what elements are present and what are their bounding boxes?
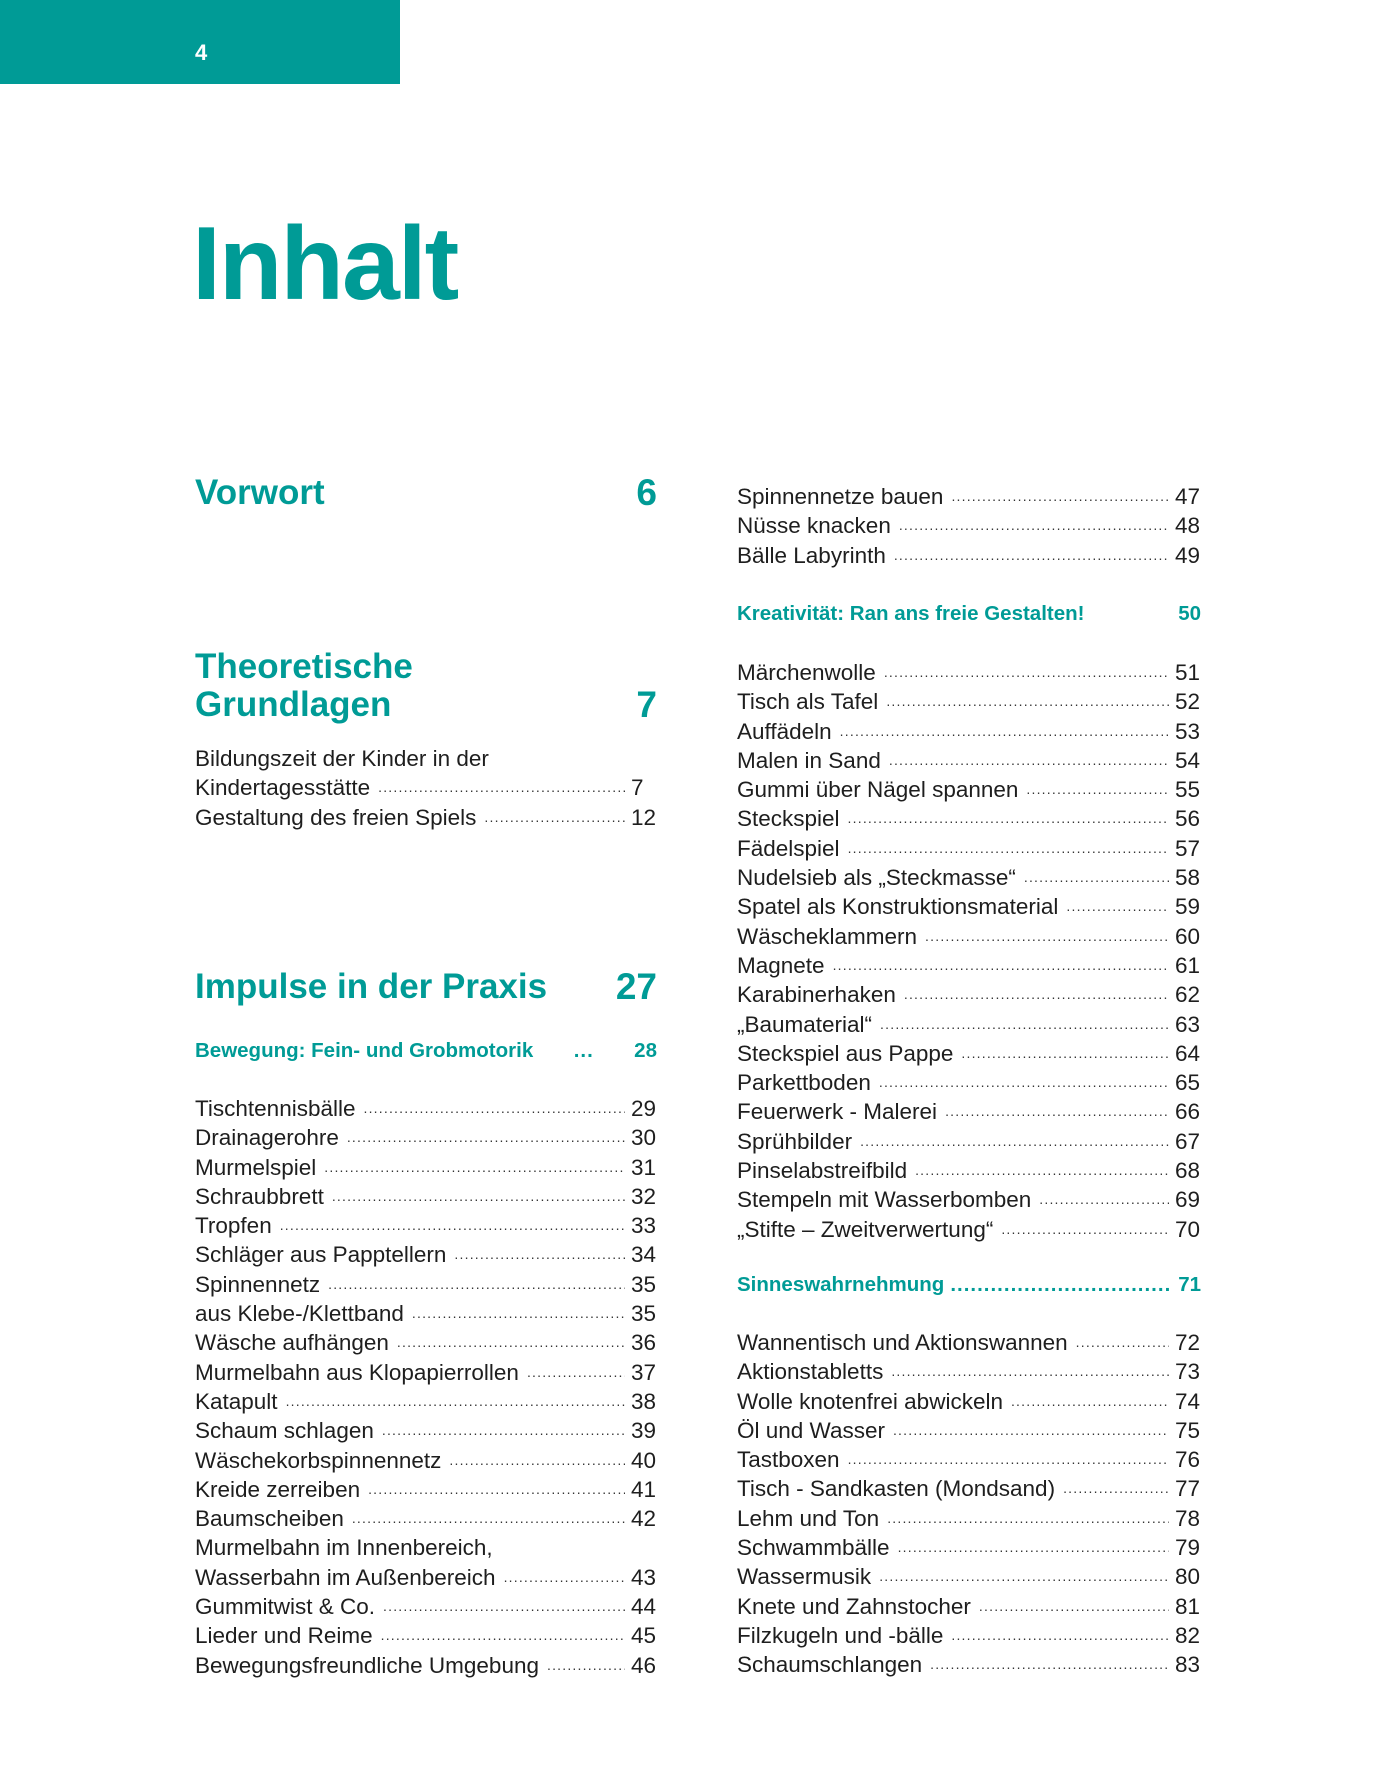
entry-title: Murmelspiel xyxy=(195,1154,317,1180)
entry-page: 74 xyxy=(1175,1388,1201,1414)
entry-page: 39 xyxy=(631,1418,657,1444)
heading-title: Vorwort xyxy=(195,473,325,512)
entry-page: 45 xyxy=(631,1623,657,1649)
entry-title: Öl und Wasser xyxy=(737,1417,885,1443)
entry-title: Aktionstabletts xyxy=(737,1359,884,1385)
entry-page: 67 xyxy=(1175,1128,1201,1154)
dot-leader xyxy=(1026,775,1169,804)
toc-entry[interactable] xyxy=(737,1039,1201,1068)
entry-page: 12 xyxy=(631,804,657,830)
heading-line-2: Grundlagen xyxy=(195,685,392,724)
entry-title: Spinnennetze bauen xyxy=(737,484,944,509)
dot-leader xyxy=(364,1094,626,1123)
heading-line-1: Theoretische xyxy=(195,647,413,686)
entry-title: Bälle Labyrinth xyxy=(737,542,886,568)
entry-title: Nudelsieb als „Steckmasse“ xyxy=(737,865,1016,891)
toc-entry[interactable] xyxy=(737,1215,1201,1244)
dot-leader xyxy=(574,1036,594,1065)
dot-leader xyxy=(352,1504,625,1533)
toc-entry[interactable] xyxy=(737,892,1201,921)
entry-title: Steckspiel aus Pappe xyxy=(737,1040,954,1066)
entry-title: Gestaltung des freien Spiels xyxy=(195,804,477,830)
entry-page: 77 xyxy=(1175,1476,1201,1502)
toc-entry[interactable] xyxy=(737,541,1201,570)
entry-page: 43 xyxy=(631,1564,657,1590)
toc-entry[interactable] xyxy=(195,1270,657,1299)
toc-entry[interactable] xyxy=(737,1068,1201,1097)
dot-leader xyxy=(884,658,1169,687)
entry-page: 73 xyxy=(1175,1359,1201,1385)
subheading-page: 28 xyxy=(634,1039,657,1062)
toc-entry[interactable] xyxy=(195,1475,657,1504)
toc-entry[interactable] xyxy=(195,1211,657,1240)
entry-title: Feuerwerk - Malerei xyxy=(737,1099,938,1125)
toc-entry[interactable] xyxy=(195,1592,657,1621)
entry-page: 34 xyxy=(631,1242,657,1268)
entry-title: Schraubbrett xyxy=(195,1183,324,1209)
entry-page: 75 xyxy=(1175,1417,1201,1443)
dot-leader xyxy=(893,1416,1169,1445)
entry-page: 78 xyxy=(1175,1505,1201,1531)
toc-entry[interactable] xyxy=(195,1387,657,1416)
entry-title: „Baumaterial“ xyxy=(737,1011,873,1037)
dot-leader xyxy=(527,1358,625,1387)
toc-entry[interactable] xyxy=(195,1123,657,1152)
heading-page: 7 xyxy=(636,684,657,725)
toc-heading-grundlagen[interactable] xyxy=(195,648,657,724)
dot-leader xyxy=(848,1445,1169,1474)
heading-page: 6 xyxy=(636,472,657,513)
dot-leader xyxy=(383,1592,625,1621)
toc-entry[interactable] xyxy=(737,482,1201,511)
entry-title: Schwammbälle xyxy=(737,1535,890,1561)
page-title: Inhalt xyxy=(192,206,458,322)
dot-leader xyxy=(860,1127,1169,1156)
entry-page: 48 xyxy=(1175,513,1201,539)
dot-leader xyxy=(898,1533,1169,1562)
toc-entry[interactable] xyxy=(737,717,1201,746)
entry-title: Gummitwist & Co. xyxy=(195,1594,376,1620)
dot-leader xyxy=(1001,1215,1169,1244)
entry-title: Karabinerhaken xyxy=(737,982,896,1008)
entry-title: Wäschekorbspinnennetz xyxy=(195,1447,442,1473)
entry-page: 7 xyxy=(631,775,644,801)
dot-leader xyxy=(504,1563,625,1592)
toc-entry[interactable] xyxy=(737,1562,1201,1591)
toc-entry[interactable] xyxy=(737,1650,1201,1679)
entry-title: Tisch - Sandkasten (Mondsand) xyxy=(737,1476,1056,1502)
dot-leader xyxy=(412,1299,625,1328)
entry-title: Tisch als Tafel xyxy=(737,689,879,715)
entry-page: 36 xyxy=(631,1330,657,1356)
entry-page: 59 xyxy=(1175,894,1201,920)
entry-title: „Stifte – Zweitverwertung“ xyxy=(737,1216,994,1242)
dot-leader xyxy=(381,1621,625,1650)
dot-leader xyxy=(332,1182,625,1211)
entry-page: 58 xyxy=(1175,865,1201,891)
dot-leader xyxy=(280,1211,625,1240)
toc-entry[interactable] xyxy=(737,1474,1201,1503)
toc-heading-vorwort[interactable] xyxy=(195,474,657,512)
heading-page: 27 xyxy=(615,966,657,1007)
entry-page: 47 xyxy=(1175,484,1201,509)
toc-entry[interactable] xyxy=(737,804,1201,833)
entry-page: 80 xyxy=(1175,1564,1201,1590)
dot-leader xyxy=(286,1387,625,1416)
dot-leader xyxy=(1039,1185,1169,1214)
entry-title: Bewegungsfreundliche Umgebung xyxy=(195,1652,539,1678)
dot-leader xyxy=(848,804,1169,833)
entry-page: 63 xyxy=(1175,1011,1201,1037)
entry-title: Pinselabstreifbild xyxy=(737,1158,908,1184)
subheading-title: Bewegung: Fein- und Grobmotorik xyxy=(195,1039,534,1062)
entry-page: 60 xyxy=(1175,923,1201,949)
toc-entry[interactable] xyxy=(737,951,1201,980)
entry-title: Kindertagesstätte xyxy=(195,775,371,801)
continued-list xyxy=(737,482,1201,570)
dot-leader xyxy=(484,803,625,832)
toc-entry[interactable] xyxy=(737,1127,1201,1156)
toc-entry[interactable] xyxy=(737,922,1201,951)
subheading-page: 71 xyxy=(1178,1273,1201,1296)
toc-entry[interactable] xyxy=(195,1153,657,1182)
dot-leader xyxy=(961,1039,1169,1068)
dot-leader xyxy=(887,1504,1169,1533)
dot-leader xyxy=(915,1156,1169,1185)
entry-page: 33 xyxy=(631,1213,657,1239)
toc-subheading-kreativitaet[interactable] xyxy=(737,599,1201,628)
entry-page: 79 xyxy=(1175,1535,1201,1561)
dot-leader xyxy=(328,1270,625,1299)
entry-title: Schläger aus Papptellern xyxy=(195,1242,447,1268)
entry-page: 46 xyxy=(631,1652,657,1678)
entry-page: 57 xyxy=(1175,835,1201,861)
dot-leader xyxy=(833,951,1169,980)
entry-page: 55 xyxy=(1175,777,1201,803)
entry-title: Schaum schlagen xyxy=(195,1418,374,1444)
entry-title: Knete und Zahnstocher xyxy=(737,1593,971,1619)
entry-title: Gummi über Nägel spannen xyxy=(737,777,1019,803)
toc-entry[interactable] xyxy=(737,687,1201,716)
entry-title: Drainagerohre xyxy=(195,1125,339,1151)
toc-entry[interactable] xyxy=(195,1504,657,1533)
toc-entry[interactable] xyxy=(737,1533,1201,1562)
toc-entry[interactable] xyxy=(737,1328,1201,1357)
kreativitaet-list xyxy=(737,658,1201,1244)
toc-entry[interactable] xyxy=(195,803,657,832)
entry-page: 29 xyxy=(631,1096,657,1121)
entry-page: 82 xyxy=(1175,1622,1201,1648)
toc-entry[interactable] xyxy=(737,1097,1201,1126)
entry-title: Tastboxen xyxy=(737,1447,840,1473)
entry-page: 41 xyxy=(631,1476,657,1502)
dot-leader xyxy=(449,1446,625,1475)
toc-subheading-sinne[interactable] xyxy=(737,1270,1201,1299)
toc-entry[interactable] xyxy=(737,1592,1201,1621)
entry-title: Baumscheiben xyxy=(195,1506,344,1532)
dot-leader xyxy=(904,980,1169,1009)
entry-title: Stempeln mit Wasserbomben xyxy=(737,1187,1032,1213)
toc-entry[interactable] xyxy=(195,1328,657,1357)
entry-title: Wassermusik xyxy=(737,1564,872,1590)
dot-leader xyxy=(454,1240,625,1269)
entry-title: Wäsche aufhängen xyxy=(195,1330,389,1356)
entry-title: Sprühbilder xyxy=(737,1128,853,1154)
entry-page: 31 xyxy=(631,1154,657,1180)
entry-title: Magnete xyxy=(737,952,825,978)
dot-leader xyxy=(899,511,1169,540)
dot-leader xyxy=(886,687,1169,716)
dot-leader xyxy=(324,1153,625,1182)
entry-title: Märchenwolle xyxy=(737,660,876,685)
toc-entry[interactable] xyxy=(195,1240,657,1269)
entry-title: Wannentisch und Aktionswannen xyxy=(737,1330,1068,1355)
toc-entry[interactable] xyxy=(195,1299,657,1328)
toc-heading-impulse[interactable] xyxy=(195,968,657,1006)
dot-leader xyxy=(951,482,1169,511)
toc-entry[interactable] xyxy=(195,1651,657,1680)
entry-title: Spinnennetz xyxy=(195,1271,321,1297)
entry-title: Spatel als Konstruktionsmaterial xyxy=(737,894,1059,920)
toc-entry[interactable] xyxy=(195,1621,657,1650)
entry-page: 65 xyxy=(1175,1070,1201,1096)
entry-title: Parkettboden xyxy=(737,1070,871,1096)
entry-page: 51 xyxy=(1175,660,1201,685)
entry-title: Katapult xyxy=(195,1388,278,1414)
entry-title: Malen in Sand xyxy=(737,747,881,773)
dot-leader xyxy=(378,773,625,802)
entry-page: 32 xyxy=(631,1183,657,1209)
toc-entry[interactable] xyxy=(737,834,1201,863)
entry-page: 62 xyxy=(1175,982,1201,1008)
dot-leader xyxy=(1063,1474,1169,1503)
entry-page: 76 xyxy=(1175,1447,1201,1473)
heading-title: Impulse in der Praxis xyxy=(195,967,548,1006)
dot-leader xyxy=(547,1651,625,1680)
toc-entry[interactable] xyxy=(737,980,1201,1009)
entry-page: 53 xyxy=(1175,718,1201,744)
entry-title: Schaumschlangen xyxy=(737,1652,923,1678)
toc-entry[interactable] xyxy=(737,863,1201,892)
dot-leader xyxy=(979,1592,1169,1621)
entry-page: 30 xyxy=(631,1125,657,1151)
bewegung-list xyxy=(195,1094,657,1680)
dot-leader xyxy=(840,717,1169,746)
dot-leader xyxy=(1011,1387,1169,1416)
entry-page: 68 xyxy=(1175,1158,1201,1184)
entry-page: 54 xyxy=(1175,747,1201,773)
toc-entry[interactable] xyxy=(737,658,1201,687)
dot-leader xyxy=(1024,863,1169,892)
entry-page: 66 xyxy=(1175,1099,1201,1125)
toc-entry[interactable] xyxy=(737,746,1201,775)
entry-title: Lehm und Ton xyxy=(737,1505,880,1531)
dot-leader xyxy=(891,1357,1169,1386)
entry-page: 52 xyxy=(1175,689,1201,715)
dot-leader xyxy=(1066,892,1169,921)
dot-leader xyxy=(879,1562,1169,1591)
entry-page: 70 xyxy=(1175,1216,1201,1242)
entry-page: 42 xyxy=(631,1506,657,1532)
entry-page: 49 xyxy=(1175,542,1201,568)
dot-leader xyxy=(889,746,1169,775)
toc-entry[interactable] xyxy=(737,1185,1201,1214)
heading-title xyxy=(195,648,413,724)
toc-entry-lead-line[interactable]: Bildungszeit der Kinder in der xyxy=(195,746,489,771)
toc-entry[interactable] xyxy=(195,773,657,802)
entry-title: Wäscheklammern xyxy=(737,923,918,949)
toc-entry[interactable] xyxy=(737,1010,1201,1039)
toc-entry[interactable] xyxy=(195,1094,657,1123)
entry-page: 69 xyxy=(1175,1187,1201,1213)
toc-entry[interactable] xyxy=(737,1357,1201,1386)
toc-entry[interactable] xyxy=(737,775,1201,804)
toc-entry[interactable] xyxy=(737,1416,1201,1445)
dot-leader xyxy=(382,1416,625,1445)
entry-title: aus Klebe-/Klettband xyxy=(195,1301,404,1327)
page-number: 4 xyxy=(195,40,208,65)
toc-entry[interactable] xyxy=(195,1416,657,1445)
toc-entry-lead-line[interactable]: Murmelbahn im Innenbereich, xyxy=(195,1535,493,1561)
dot-leader xyxy=(368,1475,625,1504)
entry-title: Murmelbahn aus Klopapierrollen xyxy=(195,1359,519,1385)
dot-leader xyxy=(879,1068,1169,1097)
entry-page: 61 xyxy=(1175,952,1201,978)
entry-page: 35 xyxy=(631,1301,657,1327)
toc-entry[interactable] xyxy=(195,1446,657,1475)
toc-entry[interactable] xyxy=(195,1358,657,1387)
dot-leader xyxy=(848,834,1169,863)
entry-page: 44 xyxy=(631,1594,657,1620)
dot-leader xyxy=(1076,1328,1169,1357)
entry-title: Lieder und Reime xyxy=(195,1623,373,1649)
toc-entry[interactable] xyxy=(737,1387,1201,1416)
entry-page: 35 xyxy=(631,1271,657,1297)
toc-entry[interactable] xyxy=(195,1563,657,1592)
dot-leader xyxy=(951,1621,1169,1650)
toc-entry[interactable] xyxy=(737,511,1201,540)
subheading-page: 50 xyxy=(1178,602,1201,625)
grundlagen-list xyxy=(195,744,657,832)
dot-leader xyxy=(894,541,1169,570)
entry-page: 38 xyxy=(631,1388,657,1414)
toc-subheading-bewegung[interactable] xyxy=(195,1036,657,1065)
toc-entry[interactable] xyxy=(737,1156,1201,1185)
dot-leader xyxy=(925,922,1169,951)
entry-title: Tischtennisbälle xyxy=(195,1096,356,1121)
entry-title: Steckspiel xyxy=(737,806,840,832)
dot-leader xyxy=(945,1097,1169,1126)
subheading-title: Sinneswahrnehmung xyxy=(737,1273,945,1296)
entry-page: 64 xyxy=(1175,1040,1201,1066)
dot-leader xyxy=(930,1650,1169,1679)
entry-page: 72 xyxy=(1175,1330,1201,1355)
subheading-title: Kreativität: Ran ans freie Gestalten! xyxy=(737,602,1085,625)
entry-title: Wasserbahn im Außenbereich xyxy=(195,1564,496,1590)
toc-entry[interactable] xyxy=(737,1621,1201,1650)
dot-leader xyxy=(950,1270,1172,1299)
toc-entry[interactable] xyxy=(737,1445,1201,1474)
entry-title: Fädelspiel xyxy=(737,835,840,861)
dot-leader xyxy=(397,1328,625,1357)
dot-leader xyxy=(347,1123,625,1152)
entry-title: Filzkugeln und -bälle xyxy=(737,1622,944,1648)
dot-leader xyxy=(880,1010,1169,1039)
sinne-list xyxy=(737,1328,1201,1680)
entry-title: Kreide zerreiben xyxy=(195,1476,361,1502)
entry-title: Auffädeln xyxy=(737,718,832,744)
entry-title: Tropfen xyxy=(195,1213,272,1239)
entry-page: 81 xyxy=(1175,1593,1201,1619)
toc-entry[interactable] xyxy=(737,1504,1201,1533)
entry-title: Nüsse knacken xyxy=(737,513,891,539)
entry-page: 83 xyxy=(1175,1652,1201,1678)
toc-entry[interactable] xyxy=(195,1182,657,1211)
entry-title: Wolle knotenfrei abwickeln xyxy=(737,1388,1003,1414)
entry-page: 56 xyxy=(1175,806,1201,832)
entry-page: 37 xyxy=(631,1359,657,1385)
entry-page: 40 xyxy=(631,1447,657,1473)
